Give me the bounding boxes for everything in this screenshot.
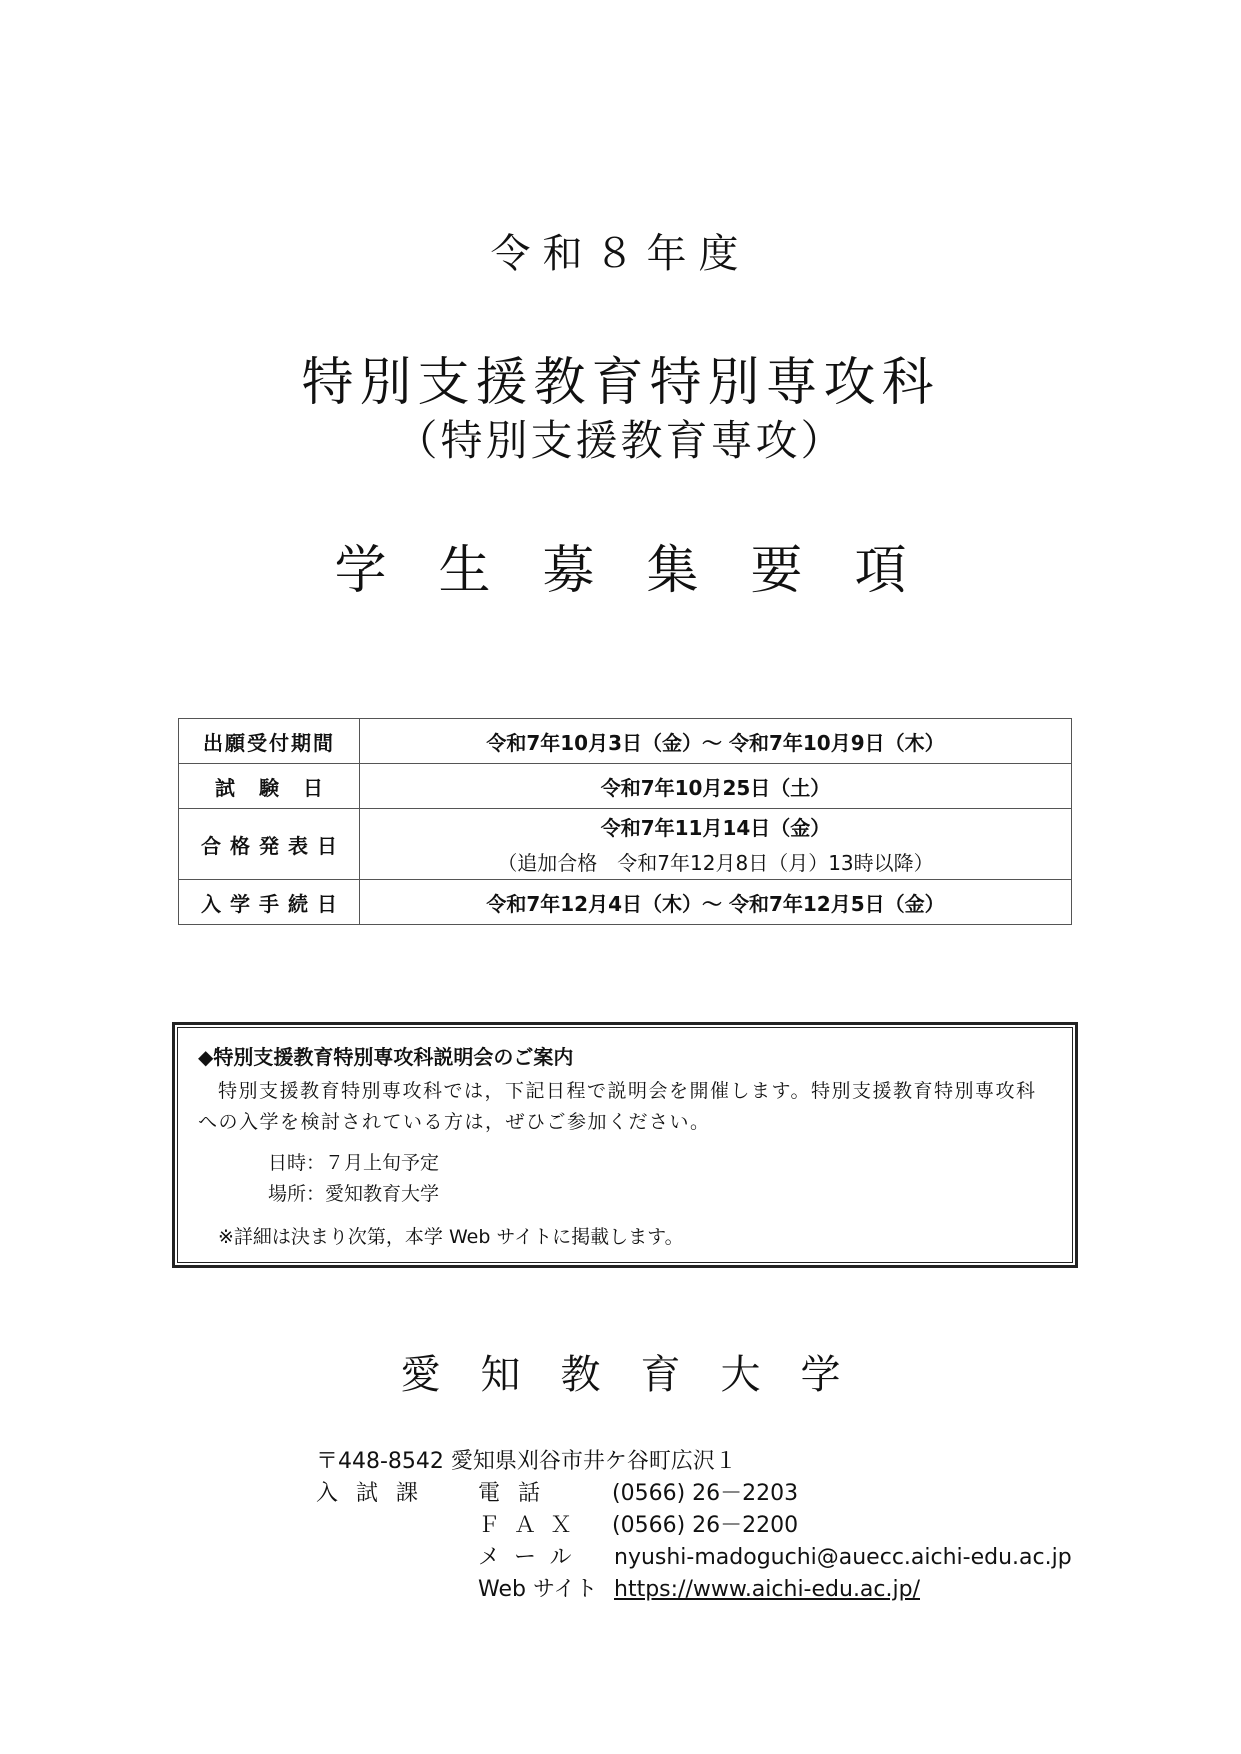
schedule-value: 令和7年12月4日（木）～ 令和7年12月5日（金） — [360, 880, 1072, 925]
info-note: ※詳細は決まり次第，本学 Web サイトに掲載します。 — [218, 1226, 684, 1248]
program-title: 特別支援教育特別専攻科 — [301, 353, 940, 413]
university-name: 愛知教育大学 — [400, 1352, 881, 1398]
schedule-table — [178, 718, 1072, 925]
dept-label: 入試課 — [316, 1481, 437, 1506]
schedule-row-exam — [179, 764, 1072, 809]
info-box — [172, 1022, 1078, 1268]
web-link[interactable]: https://www.aichi-edu.ac.jp/ — [614, 1577, 920, 1602]
mail-label: メール — [478, 1545, 586, 1570]
fax-number: (0566) 26－2200 — [612, 1513, 799, 1538]
contact-block — [316, 1446, 1216, 1606]
address: 〒448-8542 愛知県刈谷市井ケ谷町広沢１ — [316, 1449, 737, 1474]
schedule-label: 試験日 — [215, 775, 347, 800]
mail-address[interactable]: nyushi-madoguchi@auecc.aichi-edu.ac.jp — [614, 1545, 1072, 1570]
phone-label: 電話 — [478, 1481, 559, 1506]
schedule-value: 令和7年10月3日（金）～ 令和7年10月9日（木） — [360, 719, 1072, 764]
schedule-row-enrollment — [179, 880, 1072, 925]
schedule-note: （追加合格 令和7年12月8日（月）13時以降） — [497, 851, 934, 875]
phone-number: (0566) 26－2203 — [612, 1481, 799, 1506]
schedule-value: 令和7年10月25日（土） — [360, 764, 1072, 809]
info-body: 特別支援教育特別専攻科では，下記日程で説明会を開催します。特別支援教育特別専攻科への入学を検討されている方は，ぜひご参加ください。 — [198, 1080, 1037, 1133]
web-label: Web サイト — [478, 1577, 598, 1602]
info-datetime: 日時：７月上旬予定 — [268, 1152, 440, 1174]
schedule-row-result — [179, 809, 1072, 880]
fax-label: ＦＡＸ — [478, 1513, 587, 1538]
schedule-label: 合格発表日 — [201, 833, 346, 858]
year-title: 令和８年度 — [490, 231, 751, 277]
info-heading: ◆特別支援教育特別専攻科説明会のご案内 — [198, 1045, 574, 1069]
schedule-label: 出願受付期間 — [179, 719, 360, 764]
schedule-row-application — [179, 719, 1072, 764]
info-place: 場所：愛知教育大学 — [268, 1183, 440, 1205]
schedule-value: 令和7年11月14日（金） — [600, 816, 831, 840]
program-subtitle: （特別支援教育専攻） — [395, 416, 846, 465]
recruit-title: 学生募集要項 — [334, 541, 959, 601]
schedule-label: 入学手続日 — [201, 891, 346, 916]
